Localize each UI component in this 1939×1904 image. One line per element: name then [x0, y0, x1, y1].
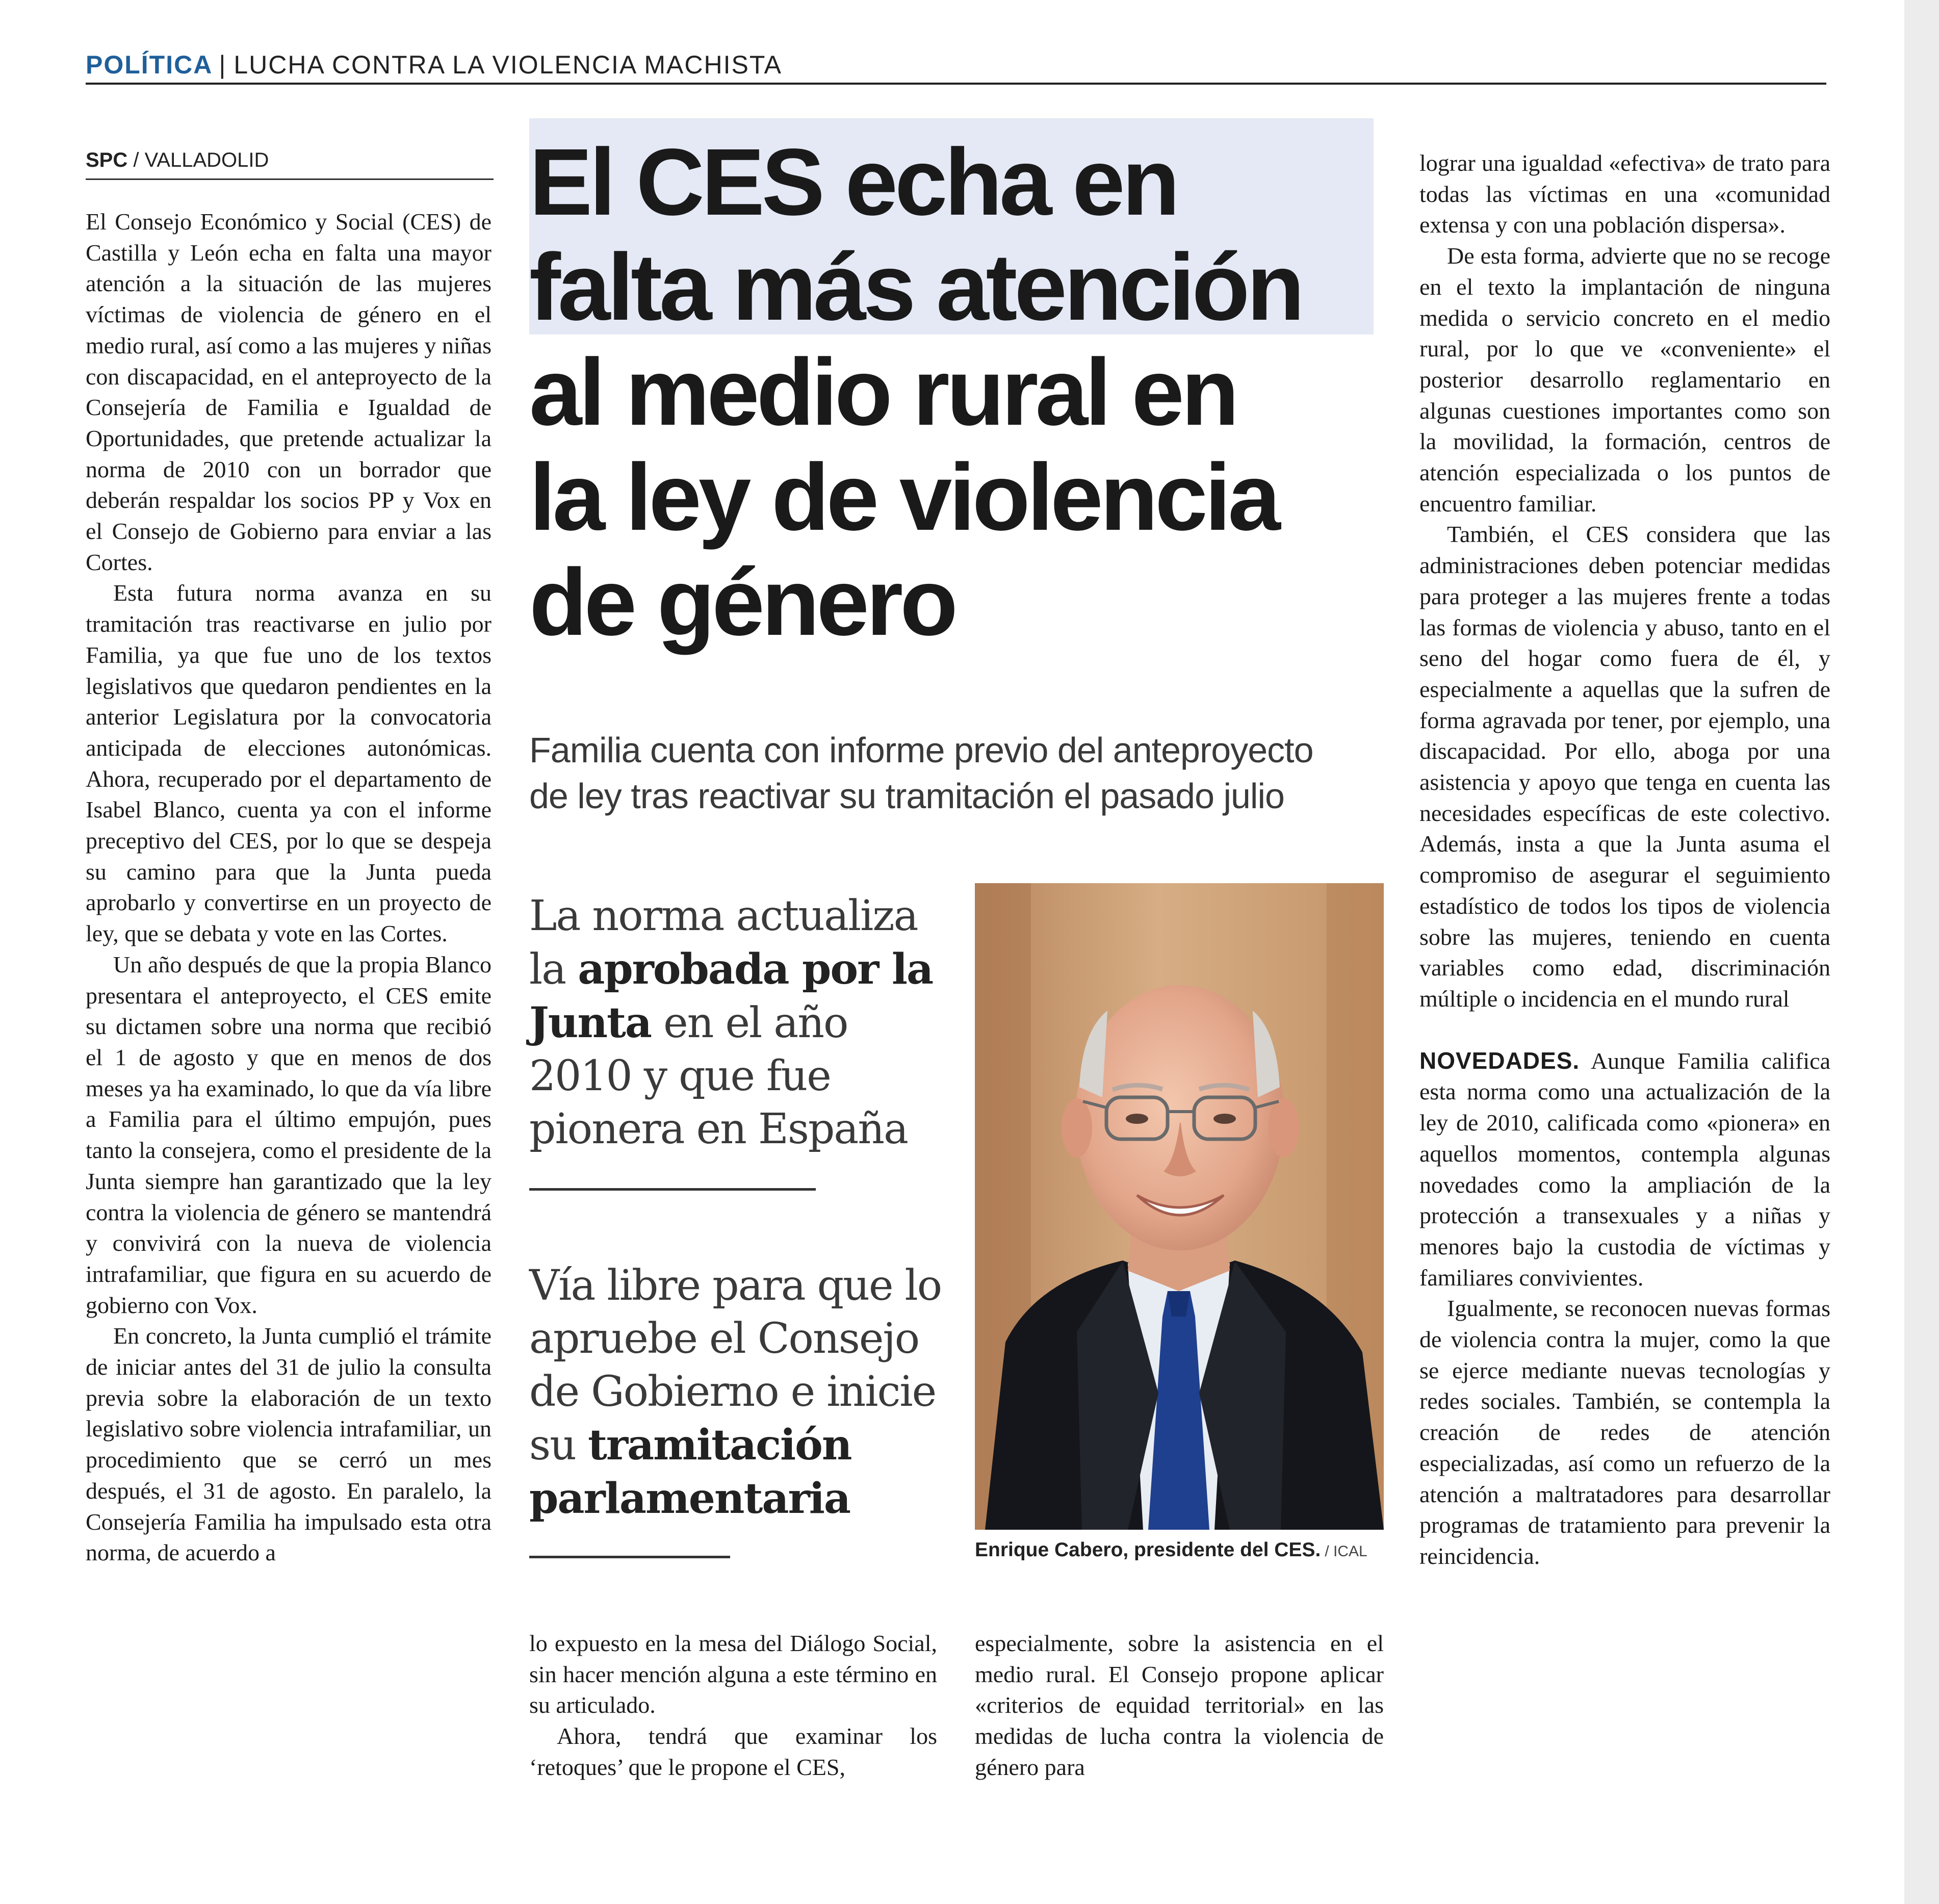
paragraph: especialmente, sobre la asistencia en el medio rural. El Consejo propone aplicar «criterios de equidad territorial» en las medidas de lucha contra la violencia de género para: [975, 1630, 1384, 1780]
paragraph: Esta futura norma avanza en su tramitación tras reactivarse en julio por Familia, ya que fue uno de los textos legislativos que quedaron pendientes en la anterior Legislatura por la convocatoria anticipada de elecciones autonómicas. Ahora, recuperado por el departamento de Isabel Blanco, cuenta ya con el informe preceptivo del CES, por lo que se despeja su camino para que la Junta pueda aprobarlo y convertirse en un proyecto de ley, que se debata y vote en las Cortes.: [86, 580, 492, 947]
headline-line: al medio rural en: [529, 340, 1236, 445]
pull-quote-emphasis: aprobada por la Junta: [529, 945, 933, 1047]
paragraph-text: Aunque Familia califica esta norma como una actualización de la ley de 2010, calificada como «pionera» en aquellos momentos, contempla algunas novedades como la ampliación de la protección a transexuales y a niñas y menores bajo la custodia de víctimas y familiares convivientes.: [1419, 1047, 1830, 1291]
pull-quote-rule: [529, 1556, 730, 1558]
portrait-illustration: [975, 883, 1384, 1530]
headline-line: falta más atención: [529, 235, 1302, 340]
article-column-2: [529, 1628, 937, 1783]
paragraph: En concreto, la Junta cumplió el trámite de iniciar antes del 31 de julio la consulta previa sobre la elaboración de un texto legislativo sobre violencia intrafamiliar, un procedimiento que se cerró un mes después, el 31 de agosto. En paralelo, la Consejería Familia ha impulsado esta otra norma, de acuerdo a: [86, 1323, 492, 1566]
byline: [86, 149, 494, 180]
article-column-3: [975, 1628, 1384, 1783]
caption-text: Enrique Cabero, presidente del CES.: [975, 1539, 1321, 1561]
photo-caption: [975, 1539, 1393, 1561]
photo-credit: / ICAL: [1325, 1543, 1367, 1560]
subheadline-line: Familia cuenta con informe previo del anteproyecto: [529, 730, 1313, 770]
pull-quote-2: [529, 1259, 952, 1526]
byline-agency: SPC: [86, 149, 128, 171]
headline-line: El CES echa en: [529, 130, 1177, 235]
headline-line: de género: [529, 550, 955, 655]
pull-quote-rule: [529, 1188, 816, 1191]
paragraph: Un año después de que la propia Blanco presentara el anteproyecto, el CES emite su dictamen sobre una norma que recibió el 1 de agosto y que en menos de dos meses ya ha examinado, lo que da vía libre a Familia para el último empujón, pues tanto la consejera, como el presidente de la Junta siempre han garantizado que la ley contra la violencia de género se mantendrá y convivirá con la nueva de violencia intrafamiliar, que figura en su acuerdo de gobierno con Vox.: [86, 951, 492, 1318]
pull-quote-emphasis: tramitación parlamentaria: [529, 1421, 851, 1523]
headline-line: la ley de violencia: [529, 445, 1278, 550]
article-column-1: [86, 207, 492, 1568]
pull-quote-1: [529, 890, 952, 1156]
paragraph: lograr una igualdad «efectiva» de trato para todas las víctimas en una «comunidad extensa y con una población dispersa».: [1419, 150, 1830, 238]
headline: [529, 130, 1386, 655]
byline-place: / VALLADOLID: [133, 149, 269, 171]
portrait-photo: [975, 883, 1384, 1530]
subheadline: [529, 727, 1386, 819]
pull-quote-text: Vía libre para que lo apruebe el Consejo de Gobierno e inicie su: [529, 1262, 942, 1470]
pull-quote-text: La norma actualiza la: [529, 892, 918, 994]
paragraph: lo expuesto en la mesa del Diálogo Social, sin hacer mención alguna a este término en su articulado.: [529, 1630, 937, 1718]
paragraph: El Consejo Económico y Social (CES) de Castilla y León echa en falta una mayor atención a la situación de las mujeres víctimas de violencia de género en el medio rural, así como a las mujeres y niñas con discapacidad, en el anteproyecto de la Consejería de Familia e Igualdad de Oportunidades, que pretende actualizar la norma de 2010 con un borrador que deberán respaldar los socios PP y Vox en el Consejo de Gobierno para enviar a las Cortes.: [86, 209, 492, 575]
paragraph: [1419, 1045, 1830, 1294]
paragraph: Ahora, tendrá que examinar los ‘retoques’ que le propone el CES,: [529, 1723, 937, 1780]
section-lead-label: NOVEDADES.: [1419, 1047, 1580, 1074]
paragraph: De esta forma, advierte que no se recoge en el texto la implantación de ninguna medida o servicio concreto en el medio rural, por lo que ve «conveniente» el posterior desarrollo reglamentario en algunas cuestiones importantes como son la movilidad, la formación, centros de atención especializada o los puntos de encuentro familiar.: [1419, 243, 1830, 517]
subsection-label: LUCHA CONTRA LA VIOLENCIA MACHISTA: [234, 50, 782, 79]
page-edge: [1904, 0, 1939, 1904]
article-column-4: [1419, 148, 1830, 1572]
paragraph: Igualmente, se reconocen nuevas formas de violencia contra la mujer, como la que se ejerce mediante nuevas tecnologías y redes sociales. También, se contempla la creación de redes de atención especializadas, así como un refuerzo de la atención a maltratadores para desarrollar programas de tratamiento para prevenir la reincidencia.: [1419, 1295, 1830, 1569]
pull-quote-text: en el año 2010 y que fue pionera en España: [529, 999, 908, 1153]
paragraph: También, el CES considera que las administraciones deben potenciar medidas para proteger a las mujeres frente a todas las formas de violencia y abuso, tanto en el seno del hogar como fuera de él, y especialmente a aquellas que la sufren de forma agravada por tener, por ejemplo, una discapacidad. Por ello, aboga por una asistencia y apoyo que tenga en cuenta las necesidades específicas de este colectivo. Además, insta a que la Junta asuma el compromiso de asegurar el seguimiento estadístico de todos los tipos de violencia sobre las mujeres, teniendo en cuenta variables como edad, discriminación múltiple o incidencia en el mundo rural: [1419, 521, 1830, 1012]
subheadline-line: de ley tras reactivar su tramitación el pasado julio: [529, 776, 1284, 816]
section-header: [86, 50, 1826, 85]
section-label: POLÍTICA: [86, 50, 213, 79]
section-separator: |: [219, 50, 227, 79]
